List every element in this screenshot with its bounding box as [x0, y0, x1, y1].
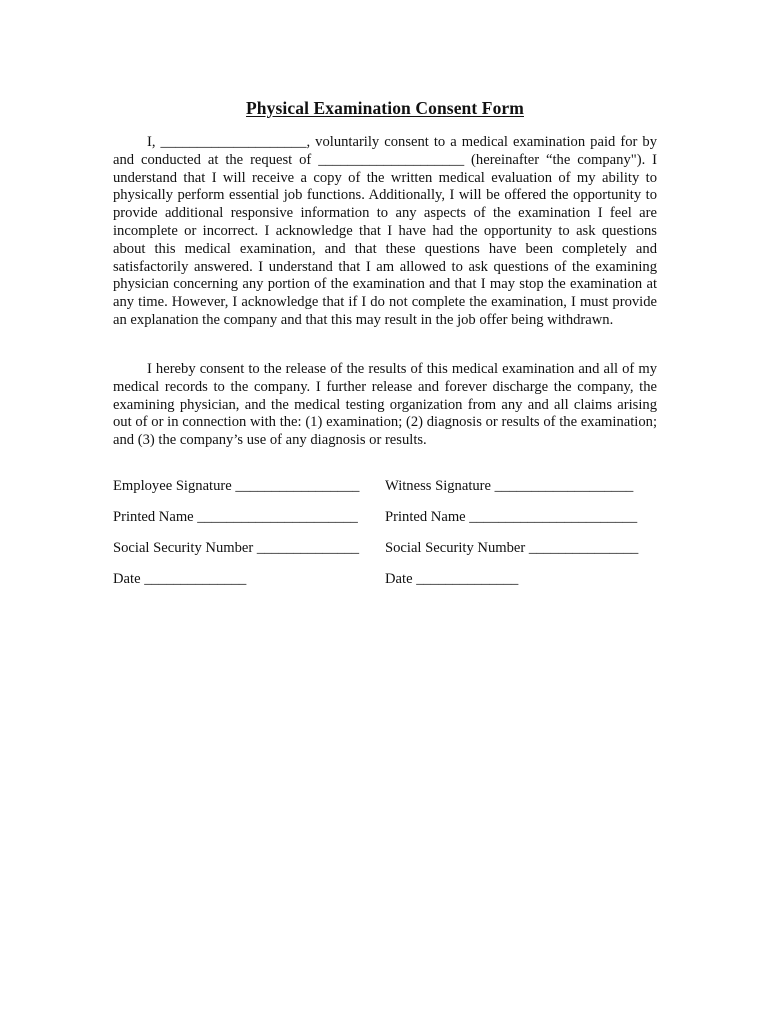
witness-printed-name-line[interactable]: Printed Name _______________________: [385, 509, 638, 525]
witness-ssn-line[interactable]: Social Security Number _______________: [385, 540, 639, 556]
employee-ssn-line[interactable]: Social Security Number ______________: [113, 540, 360, 556]
employee-signature-line[interactable]: Employee Signature _________________: [113, 478, 360, 494]
employee-printed-name-line[interactable]: Printed Name ______________________: [113, 509, 358, 525]
employee-date-line[interactable]: Date ______________: [113, 571, 247, 587]
page-title: Physical Examination Consent Form: [246, 98, 524, 118]
witness-date-line[interactable]: Date ______________: [385, 571, 519, 587]
consent-paragraph-2: I hereby consent to the release of the results of this medical examination and all of my medical records to the company. I further release and forever discharge the company, the examining physician, and the medical testing organization from any and all claims arising out of or in connection with the: (1) examination; (2) diagnosis or results of the examination; and (3) the company’s use of any diagnosis or results.: [113, 361, 657, 449]
witness-signature-line[interactable]: Witness Signature ___________________: [385, 478, 634, 494]
consent-paragraph-1: I, ____________________, voluntarily consent to a medical examination paid for by and conducted at the request of ____________________ (hereinafter “the company"). I understand that I will receive a copy of the written medical evaluation of my ability to physically perform essential job functions. Additionally, I will be offered the opportunity to provide additional responsive information to any aspects of the examination I feel are incomplete or incorrect. I acknowledge that I have had the opportunity to ask questions about this medical examination, and that these questions have been completely and satisfactorily answered. I understand that I am allowed to ask questions of the examining physician concerning any portion of the examination and that I may stop the examination at any time. However, I acknowledge that if I do not complete the examination, I must provide an explanation the company and that this may result in the job offer being withdrawn.: [113, 134, 657, 328]
